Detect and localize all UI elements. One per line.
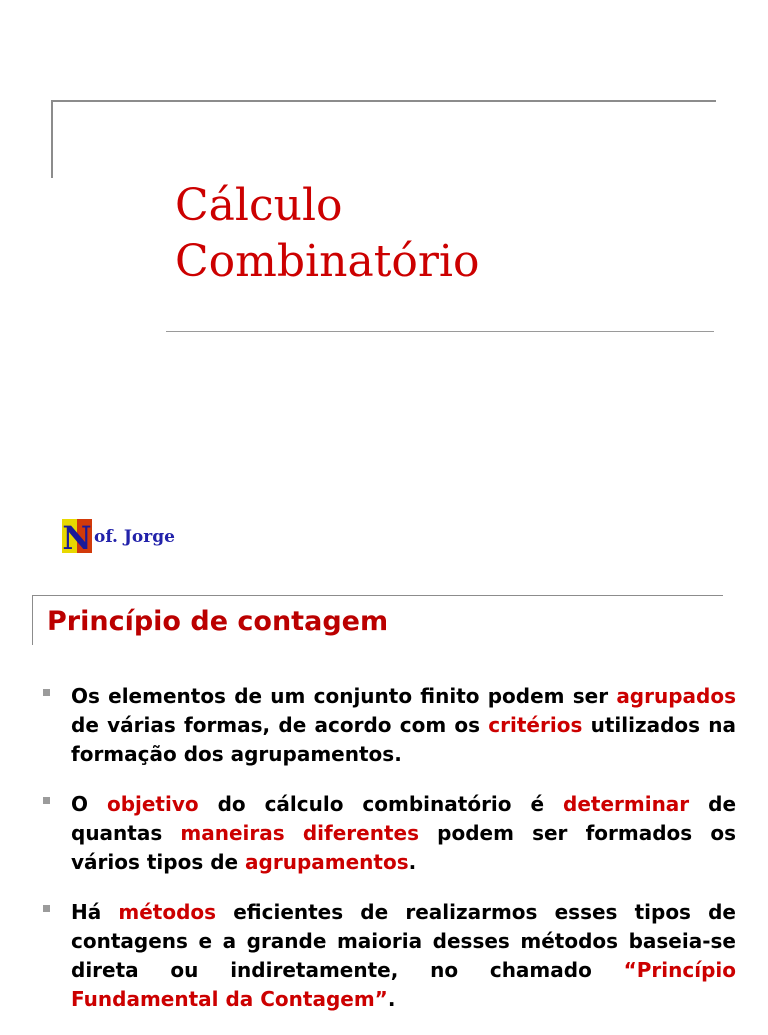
text-segment: O bbox=[71, 792, 107, 816]
title-line-2: Combinatório bbox=[175, 236, 480, 287]
text-segment: do cálculo combinatório é bbox=[198, 792, 563, 816]
text-segment: de várias formas, de acordo com os bbox=[71, 713, 489, 737]
highlighted-term: determinar bbox=[563, 792, 690, 816]
square-bullet-icon bbox=[43, 797, 50, 804]
title-line-1: Cálculo bbox=[175, 180, 343, 231]
text-segment: eficientes de realizarmos esses tipos de contagens e a grande maioria desses métodos baseia-se direta ou indiretamente, no chamado bbox=[71, 900, 736, 982]
text-segment: . bbox=[408, 850, 417, 874]
logo-n-icon bbox=[62, 519, 92, 553]
logo-letter: N bbox=[62, 519, 92, 553]
highlighted-term: “Princípio Fundamental da Contagem” bbox=[71, 958, 736, 1011]
content-slide bbox=[0, 580, 768, 1024]
highlighted-term: objetivo bbox=[106, 792, 199, 816]
text-segment: podem ser formados os vários tipos de bbox=[71, 821, 736, 874]
highlighted-term: critérios bbox=[488, 713, 583, 737]
highlighted-term: agrupados bbox=[616, 684, 736, 708]
bullet-list bbox=[40, 682, 736, 1035]
highlighted-term: maneiras diferentes bbox=[180, 821, 419, 845]
frame-top-line bbox=[51, 100, 716, 102]
highlighted-term: agrupamentos bbox=[245, 850, 409, 874]
bullet-text bbox=[71, 898, 736, 1014]
slide-title bbox=[175, 178, 479, 290]
frame-left-line bbox=[51, 100, 53, 178]
text-segment: utilizados na formação dos agrupamentos. bbox=[71, 713, 737, 766]
frame-left-line bbox=[32, 595, 33, 645]
square-bullet-icon bbox=[43, 689, 50, 696]
text-segment: de quantas bbox=[71, 792, 737, 845]
text-segment: Há bbox=[71, 900, 119, 924]
logo-text: of. Jorge bbox=[94, 527, 175, 547]
frame-top-line bbox=[32, 595, 723, 596]
bullet-item bbox=[40, 682, 736, 769]
text-segment: Os elementos de um conjunto finito podem ser bbox=[71, 684, 617, 708]
bullet-text bbox=[71, 790, 736, 877]
bullet-item bbox=[40, 898, 736, 1014]
bullet-item bbox=[40, 790, 736, 877]
slide-heading: Princípio de contagem bbox=[47, 606, 389, 637]
highlighted-term: métodos bbox=[118, 900, 217, 924]
text-segment: . bbox=[387, 987, 396, 1011]
bullet-text bbox=[71, 682, 736, 769]
title-divider bbox=[166, 331, 714, 332]
square-bullet-icon bbox=[43, 905, 50, 912]
